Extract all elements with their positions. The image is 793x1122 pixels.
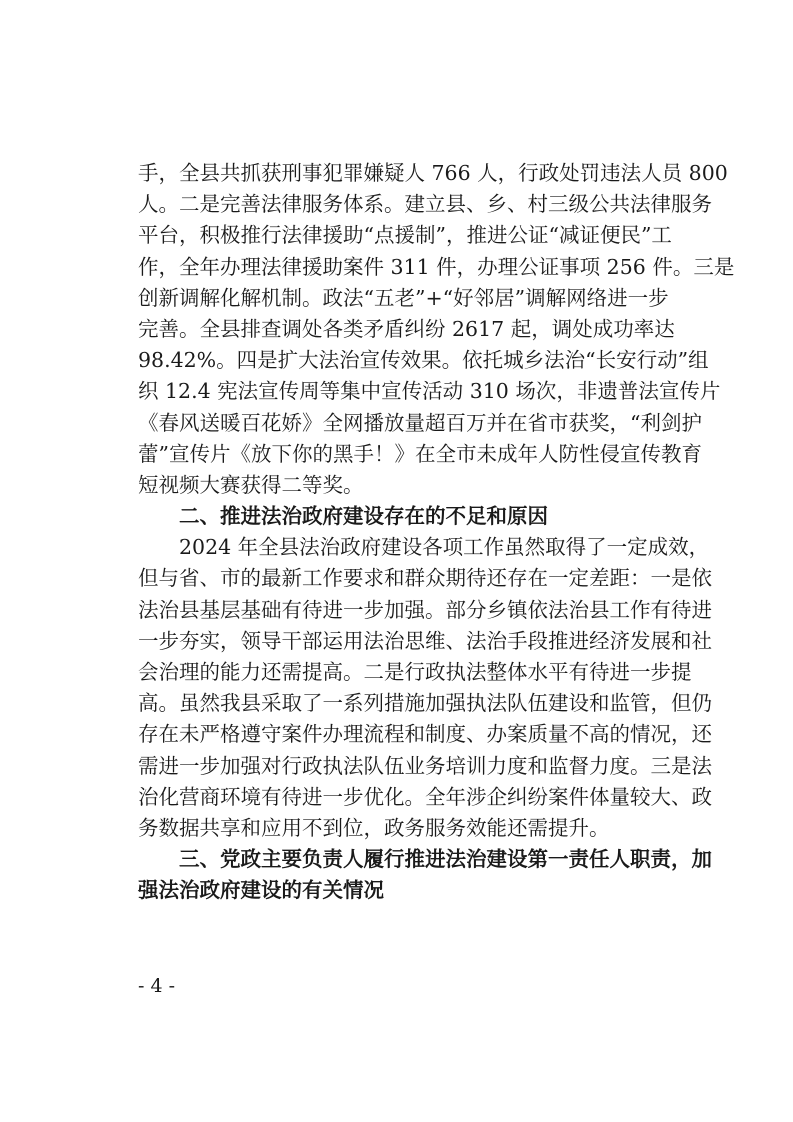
text-line: 存在未严格遵守案件办理流程和制度、办案质量不高的情况，还: [138, 722, 712, 747]
text-line: 短视频大赛获得二等奖。: [138, 472, 364, 497]
text-line: 人。二是完善法律服务体系。建立县、乡、村三级公共法律服务: [138, 192, 712, 217]
text-line: 务数据共享和应用不到位，政务服务效能还需提升。: [138, 815, 610, 840]
text-line: 需进一步加强对行政执法队伍业务培训力度和监督力度。三是法: [138, 753, 712, 778]
section-heading-continued: 强法治政府建设的有关情况: [138, 878, 384, 903]
text-line: 平台，积极推行法律援助“点援制”，推进公证“减证便民”工: [138, 223, 672, 248]
text-line: 手，全县共抓获刑事犯罪嫌疑人 766 人，行政处罚违法人员 800: [138, 161, 728, 185]
text-line: 98.42%。四是扩大法治宣传效果。依托城乡法治“长安行动”组: [138, 348, 709, 373]
text-line: 会治理的能力还需提高。二是行政执法整体水平有待进一步提: [138, 660, 692, 684]
text-line: 《春风送暖百花娇》全网播放量超百万并在省市获奖，“利剑护: [138, 410, 702, 435]
page-number: - 4 -: [138, 975, 176, 997]
text-line: 作，全年办理法律援助案件 311 件，办理公证事项 256 件。三是: [138, 254, 735, 279]
text-line: 但与省、市的最新工作要求和群众期待还存在一定差距：一是依: [138, 566, 712, 591]
text-line: 治化营商环境有待进一步优化。全年涉企纠纷案件体量较大、政: [138, 784, 712, 809]
text-line: 创新调解化解机制。政法“五老”+“好邻居”调解网络进一步: [138, 285, 669, 310]
body-text: [138, 158, 735, 907]
section-heading: 二、推进法治政府建设存在的不足和原因: [179, 504, 548, 529]
text-line: 织 12.4 宪法宣传周等集中宣传活动 310 场次，非遗普法宣传片: [138, 379, 721, 404]
text-line: 高。虽然我县采取了一系列措施加强执法队伍建设和监管，但仍: [138, 691, 712, 716]
text-line: 一步夯实，领导干部运用法治思维、法治手段推进经济发展和社: [138, 628, 712, 653]
text-line: 2024 年全县法治政府建设各项工作虽然取得了一定成效，: [179, 535, 710, 560]
text-line: 蕾”宣传片《放下你的黑手！》在全市未成年人防性侵宣传教育: [138, 441, 702, 466]
text-line: 完善。全县排查调处各类矛盾纠纷 2617 起，调处成功率达: [138, 316, 675, 341]
section-heading: 三、党政主要负责人履行推进法治建设第一责任人职责，加: [179, 847, 712, 872]
text-line: 法治县基层基础有待进一步加强。部分乡镇依法治县工作有待进: [138, 597, 712, 622]
